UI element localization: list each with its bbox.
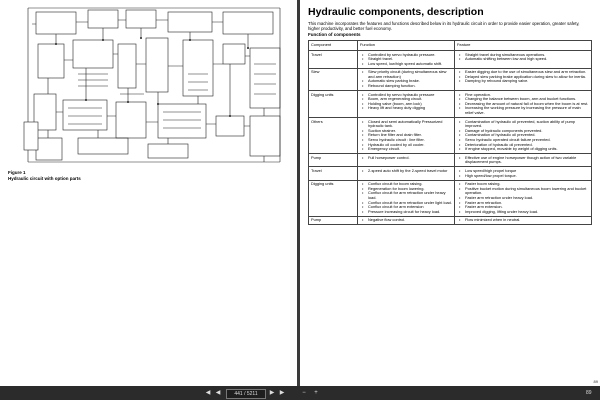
feature-list bbox=[457, 182, 589, 214]
list-item: • Faster boom raising. bbox=[465, 182, 589, 187]
function-cell bbox=[358, 167, 455, 180]
list-item: • Negative flow control. bbox=[368, 218, 452, 223]
list-item: • Flow minimized when in neutral. bbox=[465, 218, 589, 223]
list-item: • Conflux circuit for arm retraction under light load. bbox=[368, 201, 452, 206]
function-list bbox=[360, 156, 452, 161]
list-item: • Damping by rebound damping valve. bbox=[465, 79, 589, 84]
zoom-in-icon[interactable]: + bbox=[314, 390, 318, 396]
feature-list bbox=[457, 53, 589, 62]
function-list bbox=[360, 182, 452, 214]
function-list bbox=[360, 53, 452, 67]
function-cell bbox=[358, 51, 455, 69]
function-list bbox=[360, 218, 452, 223]
component-cell: Pump bbox=[309, 154, 358, 167]
list-item: • Controlled by servo hydraulic pressure. bbox=[368, 53, 452, 58]
function-cell bbox=[358, 216, 455, 225]
list-item: • 2-speed auto shift by the 2-speed travel motor bbox=[368, 169, 452, 174]
feature-cell bbox=[455, 68, 592, 90]
table-row bbox=[309, 91, 592, 118]
list-item: • Faster arm extension. bbox=[465, 205, 589, 210]
header-feature: Feature bbox=[455, 41, 592, 51]
list-item: • Straight travel during simultaneous operations. bbox=[465, 53, 589, 58]
component-cell: Digging units bbox=[309, 180, 358, 216]
list-item: • Controlled by servo hydraulic pressure bbox=[368, 93, 452, 98]
list-item: • Changing the balance between boom, arm and bucket functions. bbox=[465, 97, 589, 102]
table-row bbox=[309, 216, 592, 225]
table-header-row bbox=[309, 41, 592, 51]
page-title: Hydraulic components, description bbox=[308, 6, 484, 18]
next-page-icon[interactable]: ▶ bbox=[269, 390, 275, 396]
list-item: • Conflux circuit for arm retraction under heavy load. bbox=[368, 191, 452, 200]
figure-caption-number: Figure 1 bbox=[8, 170, 26, 175]
components-table bbox=[308, 40, 592, 225]
table-row bbox=[309, 167, 592, 180]
left-page bbox=[0, 0, 297, 386]
component-cell: Pump bbox=[309, 216, 358, 225]
list-item: • Low speed, low/high speed automatic shift. bbox=[368, 62, 452, 67]
list-item: • Pressure increasing circuit for heavy load. bbox=[368, 210, 452, 215]
feature-cell bbox=[455, 118, 592, 154]
feature-cell bbox=[455, 180, 592, 216]
feature-list bbox=[457, 120, 589, 152]
list-item: • Positive bucket motion during simultaneous boom lowering and bucket operation. bbox=[465, 187, 589, 196]
list-item: • Return line filter and drain filter. bbox=[368, 133, 452, 138]
header-function: Function bbox=[358, 41, 455, 51]
figure-caption-text: Hydraulic circuit with option parts bbox=[8, 176, 81, 181]
section-subheading: Function of components bbox=[308, 32, 361, 37]
list-item: • Boom, arm regenerating circuit. bbox=[368, 97, 452, 102]
list-item: • Decreasing the amount of natural fall of boom when the boom is at rest. bbox=[465, 102, 589, 107]
function-cell bbox=[358, 118, 455, 154]
list-item: • Faster arm retraction under heavy load. bbox=[465, 196, 589, 201]
previous-page-icon[interactable]: ◀ bbox=[215, 390, 221, 396]
zoom-out-icon[interactable]: − bbox=[302, 390, 306, 396]
list-item: • Contamination of hydraulic oil prevented, suction ability of pump improved. bbox=[465, 120, 589, 129]
list-item: • Easier digging due to the use of simultaneous slew and arm retraction. bbox=[465, 70, 589, 75]
list-item: • Deterioration of hydraulic oil prevented. bbox=[465, 143, 589, 148]
list-item: • Hydraulic oil cooled by oil cooler. bbox=[368, 143, 452, 148]
list-item: • Slew priority circuit (during simultaneous slew and arm retraction) bbox=[368, 70, 452, 79]
feature-list bbox=[457, 169, 589, 178]
list-item: • Servo hydraulic circuit : line filter. bbox=[368, 138, 452, 143]
list-item: • Servo hydraulic operated circuit failure prevented. bbox=[465, 138, 589, 143]
function-list bbox=[360, 70, 452, 88]
table-row bbox=[309, 51, 592, 69]
zoom-level: 89 bbox=[586, 390, 592, 396]
list-item: • Suction strainer. bbox=[368, 129, 452, 134]
feature-list bbox=[457, 93, 589, 116]
list-item: • Emergency circuit. bbox=[368, 147, 452, 152]
feature-cell bbox=[455, 154, 592, 167]
list-item: • Contamination of hydraulic oil prevented. bbox=[465, 133, 589, 138]
figure-caption bbox=[8, 170, 81, 182]
page-number: 89 bbox=[593, 379, 598, 384]
list-item: • Increasing the working pressure by increasing the pressure of main relief valve. bbox=[465, 106, 589, 115]
list-item: • Holding valve (boom, arm lock) bbox=[368, 102, 452, 107]
list-item: • Regeneration for boom lowering. bbox=[368, 187, 452, 192]
list-item: • Improved digging, lifting under heavy load. bbox=[465, 210, 589, 215]
function-cell bbox=[358, 180, 455, 216]
component-cell: Slew bbox=[309, 68, 358, 90]
list-item: • Faster arm retraction. bbox=[465, 201, 589, 206]
component-cell: Others bbox=[309, 118, 358, 154]
list-item: • Straight travel. bbox=[368, 57, 452, 62]
function-list bbox=[360, 93, 452, 111]
right-page bbox=[300, 0, 600, 386]
function-cell bbox=[358, 68, 455, 90]
list-item: • Conflux circuit for arm extension bbox=[368, 205, 452, 210]
list-item: • Effective use of engine horsepower though action of two variable displacement pumps. bbox=[465, 156, 589, 165]
feature-list bbox=[457, 70, 589, 84]
function-cell bbox=[358, 91, 455, 118]
list-item: • Heavy lift and heavy duty digging bbox=[368, 106, 452, 111]
component-cell: Digging units bbox=[309, 91, 358, 118]
component-cell: Travel bbox=[309, 167, 358, 180]
function-cell bbox=[358, 154, 455, 167]
table-row bbox=[309, 118, 592, 154]
component-cell: Travel bbox=[309, 51, 358, 69]
list-item: • Closed and semi automatically Pressurized hydraulic tank. bbox=[368, 120, 452, 129]
feature-cell bbox=[455, 167, 592, 180]
feature-list bbox=[457, 156, 589, 165]
list-item: • Automatic slew parking brake. bbox=[368, 79, 452, 84]
list-item: • Full horsepower control. bbox=[368, 156, 452, 161]
feature-cell bbox=[455, 216, 592, 225]
next-page-icon[interactable]: ▶ bbox=[279, 390, 285, 396]
list-item: • Rebound damping function. bbox=[368, 84, 452, 89]
function-list bbox=[360, 120, 452, 152]
list-item: • High speed/low propel torque. bbox=[465, 174, 589, 179]
list-item: • Low speed/high propel torque bbox=[465, 169, 589, 174]
table-row bbox=[309, 180, 592, 216]
previous-page-icon[interactable]: ◀ bbox=[205, 390, 211, 396]
list-item: • Delayed slew parking brake application during slew to allow for inertia. bbox=[465, 75, 589, 80]
feature-cell bbox=[455, 91, 592, 118]
list-item: • Fine operation. bbox=[465, 93, 589, 98]
list-item: • If engine stopped, movable by weight of digging units. bbox=[465, 147, 589, 152]
header-component: Component bbox=[309, 41, 358, 51]
list-item: • Conflux circuit for boom raising. bbox=[368, 182, 452, 187]
list-item: • Damage of hydraulic components prevented. bbox=[465, 129, 589, 134]
table-body bbox=[309, 51, 592, 225]
list-item: • Automatic shifting between low and high speed. bbox=[465, 57, 589, 62]
hydraulic-circuit-diagram bbox=[18, 4, 290, 166]
function-list bbox=[360, 169, 452, 174]
intro-paragraph: This machine incorporates the features and functions described below in its hydraulic circuit in order to provide easier operation, greater safety, higher productivity, and better fuel economy. bbox=[308, 21, 580, 32]
feature-list bbox=[457, 218, 589, 223]
table-row bbox=[309, 68, 592, 90]
table-row bbox=[309, 154, 592, 167]
feature-cell bbox=[455, 51, 592, 69]
page-number-input[interactable]: 441 / 5211 bbox=[226, 389, 266, 399]
viewer-toolbar bbox=[0, 386, 600, 400]
